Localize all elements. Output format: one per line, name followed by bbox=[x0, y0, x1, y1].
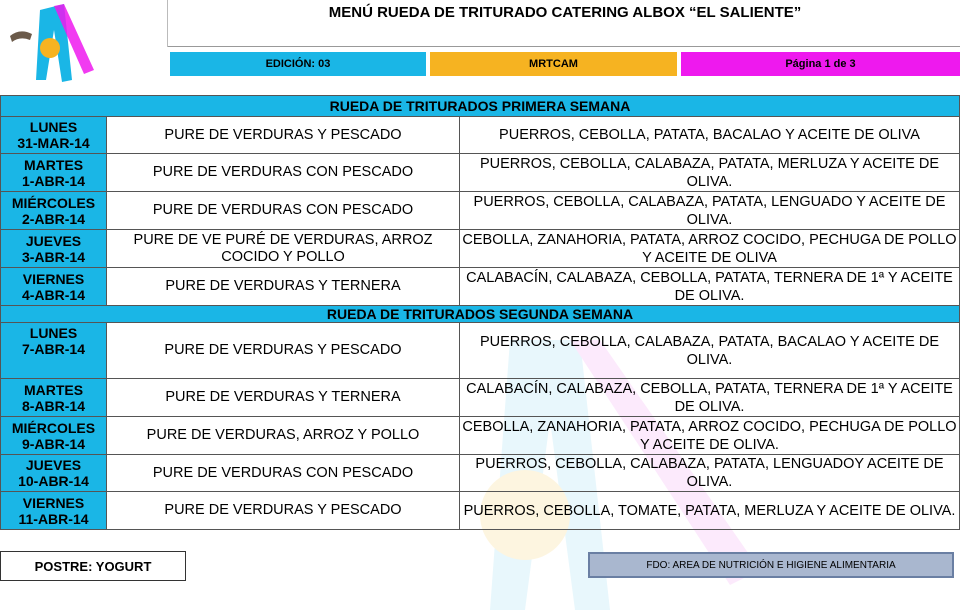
week1-title: RUEDA DE TRITURADOS PRIMERA SEMANA bbox=[1, 96, 960, 117]
signature-box: FDO: AREA DE NUTRICIÓN E HIGIENE ALIMENTARIA bbox=[588, 552, 954, 578]
document-title: MENÚ RUEDA DE TRITURADO CATERING ALBOX “EL SALIENTE” bbox=[328, 4, 802, 21]
table-row bbox=[1, 117, 960, 154]
dish-cell: PURE DE VERDURAS Y TERNERA bbox=[107, 379, 460, 417]
day-date: 1-ABR-14 bbox=[21, 172, 85, 189]
table-row bbox=[1, 154, 960, 192]
day-cell bbox=[1, 154, 107, 192]
day-cell bbox=[1, 192, 107, 230]
table-row bbox=[1, 417, 960, 455]
dish-cell: PURE DE VERDURAS, ARROZ Y POLLO bbox=[107, 417, 460, 455]
day-name: LUNES bbox=[29, 119, 78, 135]
day-cell bbox=[1, 492, 107, 530]
company-logo bbox=[2, 0, 112, 88]
menu-table bbox=[0, 95, 960, 530]
day-name: MIÉRCOLES bbox=[11, 419, 96, 436]
day-cell bbox=[1, 230, 107, 268]
day-date: 9-ABR-14 bbox=[21, 435, 85, 452]
day-date: 10-ABR-14 bbox=[18, 473, 89, 489]
day-cell bbox=[1, 379, 107, 417]
ingredients-cell: PUERROS, CEBOLLA, CALABAZA, PATATA, MERLUZA Y ACEITE DE OLIVA. bbox=[460, 154, 960, 192]
ingredients-cell: PUERROS, CEBOLLA, TOMATE, PATATA, MERLUZA Y ACEITE DE OLIVA. bbox=[460, 492, 960, 530]
table-row bbox=[1, 379, 960, 417]
page-indicator: Página 1 de 3 bbox=[681, 52, 960, 76]
dish-cell: PURE DE VE PURÉ DE VERDURAS, ARROZ COCIDO Y POLLO bbox=[107, 230, 460, 268]
day-date: 3-ABR-14 bbox=[21, 248, 85, 265]
ingredients-cell: CEBOLLA, ZANAHORIA, PATATA, ARROZ COCIDO, PECHUGA DE POLLO Y ACEITE DE OLIVA. bbox=[460, 417, 960, 455]
day-date: 11-ABR-14 bbox=[18, 510, 89, 527]
day-date: 4-ABR-14 bbox=[21, 286, 85, 303]
dish-cell: PURE DE VERDURAS Y PESCADO bbox=[107, 492, 460, 530]
edition-label: EDICIÓN: 03 bbox=[170, 52, 426, 76]
ingredients-cell: CALABACÍN, CALABAZA, CEBOLLA, PATATA, TERNERA DE 1ª Y ACEITE DE OLIVA. bbox=[460, 268, 960, 306]
ingredients-cell: PUERROS, CEBOLLA, CALABAZA, PATATA, BACALAO Y ACEITE DE OLIVA. bbox=[460, 323, 960, 379]
ingredients-cell: PUERROS, CEBOLLA, PATATA, BACALAO Y ACEITE DE OLIVA bbox=[460, 117, 960, 154]
day-name: JUEVES bbox=[25, 232, 82, 249]
day-date: 31-MAR-14 bbox=[17, 135, 90, 151]
table-row bbox=[1, 323, 960, 379]
day-name: VIERNES bbox=[22, 270, 85, 287]
dish-cell: PURE DE VERDURAS CON PESCADO bbox=[107, 455, 460, 492]
day-cell bbox=[1, 455, 107, 492]
day-cell bbox=[1, 417, 107, 455]
day-name: MIÉRCOLES bbox=[11, 194, 96, 211]
table-row bbox=[1, 192, 960, 230]
day-name: VIERNES bbox=[22, 494, 85, 511]
week-header bbox=[1, 96, 960, 117]
day-name: LUNES bbox=[29, 325, 78, 341]
ingredients-cell: PUERROS, CEBOLLA, CALABAZA, PATATA, LENGUADO Y ACEITE DE OLIVA. bbox=[460, 192, 960, 230]
dish-cell: PURE DE VERDURAS Y PESCADO bbox=[107, 323, 460, 379]
day-cell bbox=[1, 268, 107, 306]
header-divider bbox=[167, 0, 168, 47]
day-date: 2-ABR-14 bbox=[21, 210, 85, 227]
ingredients-cell: CALABACÍN, CALABAZA, CEBOLLA, PATATA, TERNERA DE 1ª Y ACEITE DE OLIVA. bbox=[460, 379, 960, 417]
day-cell bbox=[1, 323, 107, 379]
dish-cell: PURE DE VERDURAS Y TERNERA bbox=[107, 268, 460, 306]
ingredients-cell: PUERROS, CEBOLLA, CALABAZA, PATATA, LENGUADOY ACEITE DE OLIVA. bbox=[460, 455, 960, 492]
dish-cell: PURE DE VERDURAS CON PESCADO bbox=[107, 192, 460, 230]
ingredients-cell: CEBOLLA, ZANAHORIA, PATATA, ARROZ COCIDO, PECHUGA DE POLLO Y ACEITE DE OLIVA bbox=[460, 230, 960, 268]
dish-cell: PURE DE VERDURAS Y PESCADO bbox=[107, 117, 460, 154]
day-name: MARTES bbox=[23, 381, 84, 398]
day-name: MARTES bbox=[23, 156, 84, 173]
day-date: 7-ABR-14 bbox=[21, 341, 85, 357]
header-rule bbox=[168, 46, 960, 47]
week2-title: RUEDA DE TRITURADOS SEGUNDA SEMANA bbox=[1, 306, 960, 323]
day-cell bbox=[1, 117, 107, 154]
dish-cell: PURE DE VERDURAS CON PESCADO bbox=[107, 154, 460, 192]
table-row bbox=[1, 268, 960, 306]
week-header bbox=[1, 306, 960, 323]
day-date: 8-ABR-14 bbox=[21, 397, 85, 414]
table-row bbox=[1, 492, 960, 530]
document-code: MRTCAM bbox=[430, 52, 677, 76]
table-row bbox=[1, 230, 960, 268]
table-row bbox=[1, 455, 960, 492]
dessert-box: POSTRE: YOGURT bbox=[0, 551, 186, 581]
day-name: JUEVES bbox=[25, 457, 82, 473]
